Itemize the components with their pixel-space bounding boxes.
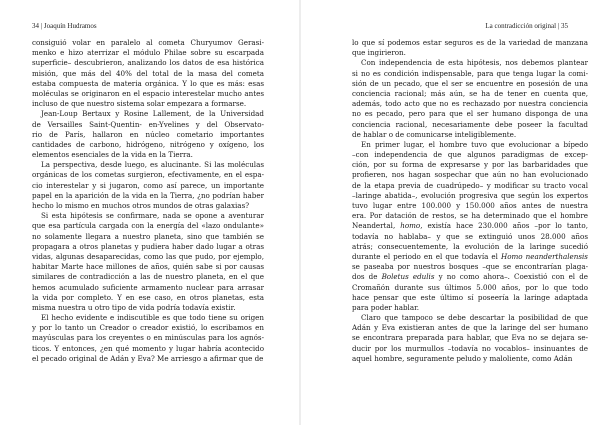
text-line: de hablar o de comunicarse inteligiblemente. bbox=[352, 129, 517, 139]
text-line: profieren, nos hagan sospechar que aún no han evolucionado bbox=[352, 170, 588, 180]
text-line: Claro que tampoco se debe descartar la posibilidad de que bbox=[361, 313, 588, 323]
text-line: la vida por completo. Y en ese caso, en otros planetas, esta bbox=[32, 292, 264, 302]
text-line: rio de París, hallaron en núcleo cometario importantes bbox=[32, 129, 264, 139]
text-line: dos de Boletus edulis y no como ahora–. Coexistió con el de bbox=[352, 272, 588, 282]
text-line: vidas, algunas desaparecidas, como las que pudo, por ejemplo, bbox=[32, 251, 264, 261]
text-line: lo que sí podemos estar seguros es de la variedad de manzana bbox=[352, 38, 588, 47]
text-line: incluso de que nuestro sistema solar empezara a formarse. bbox=[32, 99, 247, 109]
text-line: ducir por los murmullos –todavía no vocablos– insinuantes de bbox=[352, 343, 588, 353]
text-line: similares de contradicción a las de nuestro planeta, en el que bbox=[32, 272, 264, 282]
text-line: Adán y Eva existieran antes de que la laringe del ser humano bbox=[352, 323, 588, 333]
text-line: si no es condición indispensable, para que tenga lugar la comi- bbox=[352, 68, 588, 78]
text-line: consiguió volar en paralelo al cometa Churyumov Gerasi- bbox=[32, 38, 264, 47]
text-line: de la etapa previa de cuadrúpedo– y modificar su tracto vocal bbox=[352, 180, 588, 190]
text-line: y por lo tanto un Creador o creador existió, lo escribamos en bbox=[32, 323, 264, 333]
text-line: conciencia racional, necesariamente debe poseer la facultad bbox=[352, 119, 588, 129]
text-line: –con independencia de que algunos paradigmas de excep- bbox=[352, 150, 588, 160]
text-line: orgánicas de los cometas surgieron, efectivamente, en el espa- bbox=[32, 170, 264, 180]
text-line: atrás; consecuentemente, la evolución de la laringe sucedió bbox=[352, 241, 588, 251]
text-line: El hecho evidente e indiscutible es que todo tiene su origen bbox=[41, 313, 264, 323]
text-line: estaba compuesta de materia orgánica. Y lo que es más: esas bbox=[32, 78, 264, 88]
text-line: cio interestelar y si jugaron, como así parece, un importante bbox=[32, 180, 264, 190]
text-line: La perspectiva, desde luego, es alucinante. Si las moléculas bbox=[41, 160, 264, 170]
text-line: no es pecado, pero para que el ser humano disponga de una bbox=[352, 109, 588, 119]
text-line: ticos. Y entonces, ¿en qué momento y lugar habría acontecido bbox=[32, 343, 264, 353]
text-line: para poder hablar. bbox=[352, 302, 419, 312]
text-line: habitar Marte hace millones de años, quién sabe si por causas bbox=[32, 262, 264, 272]
text-line: además, todo acto que no es rechazado por nuestra conciencia bbox=[352, 99, 588, 109]
text-line: elementos esenciales de la vida en la Tierra. bbox=[32, 150, 193, 160]
text-line: moléculas se originaron en el espacio interestelar mucho antes bbox=[32, 88, 264, 98]
text-line: que ingirieron. bbox=[352, 48, 406, 58]
text-line: propagara a otros planetas y pudiera haber dado lugar a otras bbox=[32, 241, 264, 251]
text-line: hecho lo mismo en muchos otros mundos de otras galaxias? bbox=[32, 201, 250, 210]
text-line: En primer lugar, el hombre tuvo que evolucionar a bípedo bbox=[361, 139, 588, 149]
text-line: mayúsculas para los creyentes o en minúsculas para los agnós- bbox=[32, 333, 264, 343]
text-line: Si esta hipótesis se confirmare, nada se opone a aventurar bbox=[41, 211, 264, 221]
text-line: hace pensar que este último sí poseería la laringe adaptada bbox=[352, 292, 588, 302]
text-line: misión, que más del 40% del total de la masa del cometa bbox=[32, 68, 264, 78]
text-line: todavía no hablaba– y que se extinguió unos 28.000 años bbox=[352, 231, 588, 241]
text-line: que esa partícula cargada con la energía del «lazo ondulante» bbox=[32, 221, 264, 231]
text-line: menko e hizo aterrizar el módulo Philae sobre su escarpada bbox=[32, 48, 264, 58]
left-page-header: 34 | Joaquín Hudramos bbox=[32, 22, 97, 30]
text-line: –laringe abatida–, evolución progresiva que según los expertos bbox=[352, 190, 588, 200]
text-line: hemos acumulado suficiente armamento nuclear para arrasar bbox=[32, 282, 264, 292]
text-line: se encontrara preparada para hablar, que Eva no se dejara se- bbox=[352, 333, 588, 343]
text-line: se paseaba por nuestros bosques –que se encontrarían plaga- bbox=[352, 262, 588, 272]
text-line: cantidades de carbono, hidrógeno, nitrógeno y oxígeno, los bbox=[32, 139, 264, 149]
text-line: durante el periodo en el que todavía el Homo neanderthalensis bbox=[352, 251, 588, 261]
text-line: Neandertal, homo, existía hace 230.000 años –por lo tanto, bbox=[352, 221, 588, 231]
right-page-header: La contradicción original | 35 bbox=[485, 22, 568, 30]
text-line: misma nuestra u otro tipo de vida podría todavía existir. bbox=[32, 302, 236, 312]
text-line: Jean-Loup Bertaux y Rosine Lallement, de la Universidad bbox=[41, 109, 264, 119]
text-line: ción, por su forma de expresarse y por las barbaridades que bbox=[352, 160, 588, 170]
right-page-body bbox=[352, 38, 588, 364]
text-line: conciencia racional; más aún, se ha de tener en cuenta que, bbox=[352, 88, 588, 98]
text-line: no solamente llegara a nuestro planeta, sino que también se bbox=[32, 231, 264, 241]
text-line: Con independencia de esta hipótesis, nos debemos plantear bbox=[361, 58, 588, 68]
text-line: era. Por datación de restos, se ha determinado que el hombre bbox=[352, 211, 588, 221]
text-line: superficie– descubrieron, analizando los datos de esa histórica bbox=[32, 58, 264, 68]
text-line: el pecado original de Adán y Eva? Me arriesgo a afirmar que de bbox=[32, 353, 264, 363]
text-line: aquel hombre, seguramente peludo y maloliente, como Adán bbox=[352, 353, 573, 363]
text-line: sión de un pecado, que el ser se encuentre en posesión de una bbox=[352, 78, 588, 88]
text-line: papel en la aparición de la vida en la Tierra, ¿no podrían haber bbox=[32, 190, 264, 200]
text-line: Cromañón durante sus últimos 5.000 años, por lo que todo bbox=[352, 282, 588, 292]
text-line: de Versailles Saint-Quentin- en-Yvelines y del Observato- bbox=[32, 119, 264, 129]
left-page-body bbox=[32, 38, 264, 364]
right-page bbox=[300, 0, 600, 425]
text-line: tuvo lugar entre 100.000 y 150.000 años antes de nuestra bbox=[352, 201, 588, 210]
